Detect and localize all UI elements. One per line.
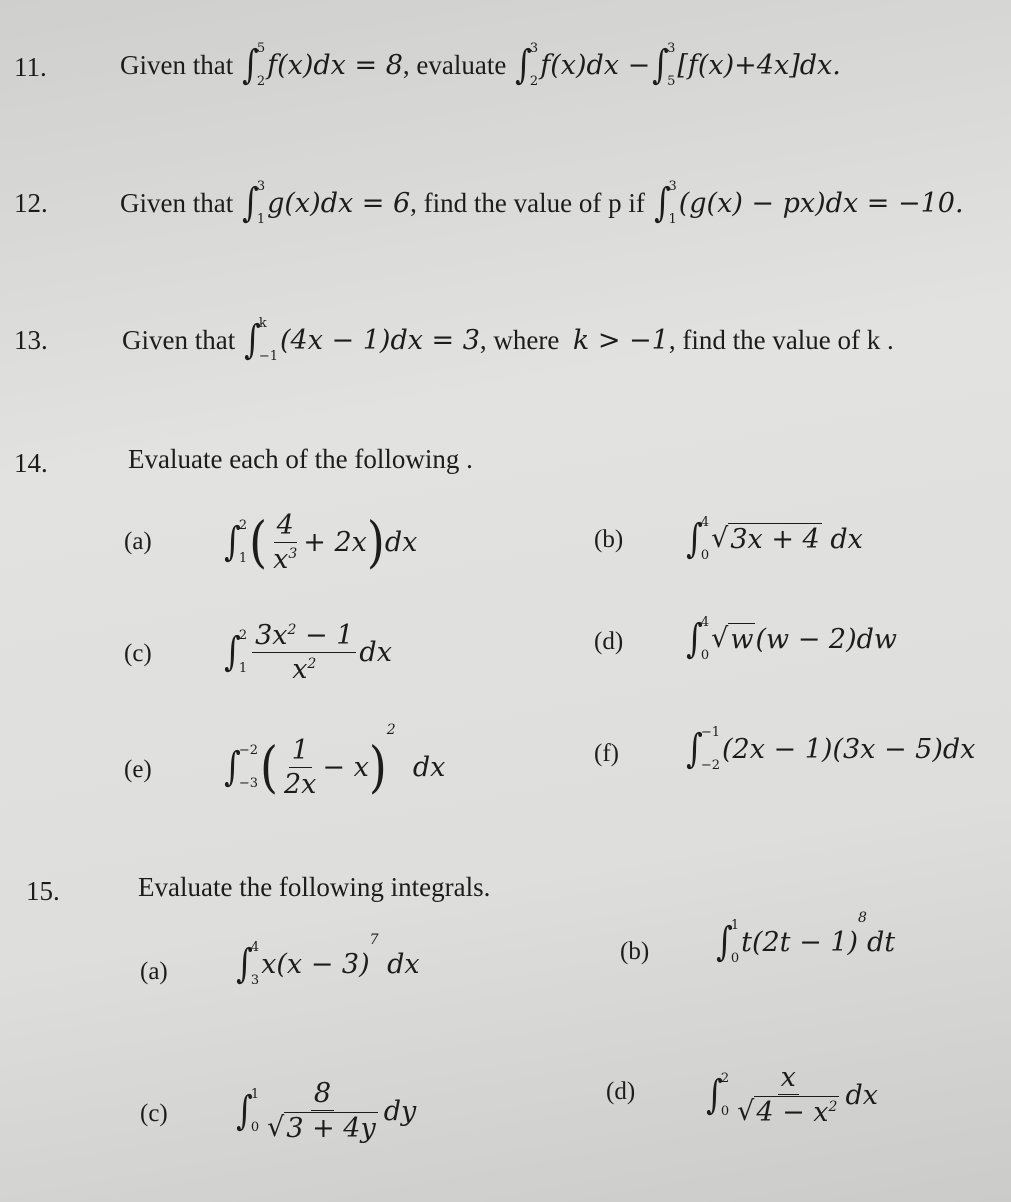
q12-int2-body: (g(x) − px)dx = −10. [678, 187, 964, 219]
q14e-numerator: 1 [289, 735, 312, 768]
q14c-lower: 1 [238, 661, 248, 676]
q14c-expression: ∫ 2 1 $\frac{3x^2 - 1}{x^2}$ dx [224, 619, 392, 685]
q11-int2-lower: 2 [529, 74, 539, 89]
q15-title: Evaluate the following integrals. [138, 872, 491, 902]
q15c-upper: 1 [250, 1087, 260, 1102]
q15d-numerator: x [778, 1062, 799, 1095]
q15b-exponent: 8 [858, 910, 867, 926]
q14a-upper: 2 [238, 518, 248, 533]
q14a-rest: + 2x [303, 526, 367, 558]
q14c-label: (c) [124, 640, 152, 667]
q14e-denominator: 2x [283, 768, 317, 800]
q14e-rest: − x [322, 751, 369, 783]
q14d-radicand: w [730, 624, 754, 655]
q11-int1-lower: 2 [256, 74, 266, 89]
q11-int2-upper: 3 [529, 41, 539, 56]
q11-int3-lower: 5 [667, 74, 676, 89]
q14e-exponent: 2 [386, 722, 396, 738]
q12-text-a: Given that [120, 187, 234, 218]
q14b-label: (b) [594, 526, 624, 553]
q14b-expression: ∫ 4 0 √ 3x + 4 dx [686, 515, 863, 563]
q12-int2-lower: 1 [668, 212, 677, 227]
q14a-lower: 1 [238, 551, 248, 566]
q12-text-b: , find the value of p if [410, 187, 645, 218]
q15c-expression: ∫ 1 0 8 √ 3 + 4y dy [236, 1078, 417, 1144]
q15d-expression: ∫ 2 0 x √ $4 - x^2$ dx [706, 1062, 878, 1128]
q14f-expression: ∫ −1 −2 (2x − 1)(3x − 5)dx [686, 725, 976, 773]
q12-integral-1: ∫ 3 1 g(x)dx = 6 [242, 179, 411, 227]
q11-text-b: , evaluate [402, 49, 507, 80]
q14c-num-exponent: 2 [287, 621, 297, 638]
q15d-upper: 2 [720, 1071, 730, 1086]
q11-int2-body: f(x)dx − [540, 49, 651, 81]
q14b-upper: 4 [700, 515, 710, 530]
q14c-den-exponent: 2 [307, 655, 317, 672]
q12-line [120, 168, 964, 238]
q14d-lower: 0 [700, 648, 710, 663]
q15-number: 15. [26, 876, 60, 906]
q15a-body: x(x − 3) [261, 948, 370, 980]
q15a-label: (a) [140, 958, 168, 985]
q15b-expression: ∫ 1 0 t(2t − 1) 8 dt [716, 910, 896, 966]
q15c-lower: 0 [250, 1120, 260, 1135]
q14b-differential: dx [830, 523, 863, 555]
q15d-lower: 0 [720, 1104, 730, 1119]
q14c-denominator: x [292, 653, 308, 685]
q13-text-c: , find the value of k . [668, 324, 894, 355]
q14e-upper: −2 [238, 743, 259, 758]
q15a-lower: 3 [250, 973, 260, 988]
q11-number: 11. [14, 52, 47, 82]
q11-int1-upper: 5 [256, 41, 266, 56]
q12-int1-lower: 1 [256, 212, 266, 227]
q14f-lower: −2 [700, 758, 721, 773]
q14b-radicand: 3x + 4 [730, 524, 820, 555]
q14e-lower: −3 [238, 776, 259, 791]
q15b-lower: 0 [730, 951, 740, 966]
q13-line [122, 305, 894, 375]
q14a-differential: dx [384, 526, 418, 558]
q12-int1-body: g(x)dx = 6 [267, 187, 411, 219]
q12-integral-2: ∫ 3 1 (g(x) − px)dx = −10. [653, 179, 964, 227]
q14f-upper: −1 [700, 725, 721, 740]
q15d-label: (d) [606, 1078, 636, 1105]
q12-number: 12. [14, 188, 48, 218]
q15c-radicand: 3 + 4y [286, 1113, 376, 1144]
q15d-radicand: 4 − x [756, 1097, 829, 1128]
q14e-expression: ∫ −2 −3 ( $\frac{1}{2x}$ − x ) 2 dx [224, 722, 446, 800]
q15c-numerator: 8 [311, 1078, 334, 1111]
q14d-rest: (w − 2)dw [755, 623, 898, 655]
q12-int2-upper: 3 [668, 179, 677, 194]
q13-condition: k > −1 [572, 324, 669, 356]
q15b-body: t(2t − 1) [741, 926, 859, 958]
q13-integral-1: ∫ k −1 (4x − 1)dx = 3 [244, 316, 480, 364]
q14-number: 14. [14, 448, 48, 478]
q14a-denominator: x [273, 543, 289, 575]
q11-int3-body: [f(x)+4x]dx. [677, 49, 841, 81]
q13-number: 13. [14, 325, 48, 355]
q15d-differential: dx [845, 1079, 878, 1111]
q12-int1-upper: 3 [256, 179, 266, 194]
q14d-label: (d) [594, 628, 624, 655]
q15b-differential: dt [866, 926, 896, 958]
q13-int1-upper: k [258, 316, 267, 331]
q14-title: Evaluate each of the following . [128, 444, 473, 474]
q13-int1-lower: −1 [258, 349, 278, 364]
q14c-num-rest: − 1 [296, 619, 354, 651]
q14f-body: (2x − 1)(3x − 5)dx [722, 733, 976, 765]
q14c-differential: dx [359, 636, 392, 668]
q14e-differential: dx [412, 751, 446, 783]
q11-text-a: Given that [120, 49, 234, 80]
q11-integral-2: ∫ 3 2 f(x)dx − [515, 41, 651, 89]
q11-integral-3: ∫ 3 5 [f(x)+4x]dx. [652, 41, 841, 89]
q14a-label: (a) [124, 528, 152, 555]
q15a-exponent: 7 [369, 932, 379, 948]
q15c-differential: dy [383, 1095, 417, 1127]
q14a-numerator: 4 [274, 510, 297, 543]
q14d-expression: ∫ 4 0 √ w (w − 2)dw [686, 615, 898, 663]
q11-int1-body: f(x)dx = 8 [267, 49, 403, 81]
q11-integral-1: ∫ 5 2 f(x)dx = 8 [242, 41, 403, 89]
q15a-upper: 4 [250, 940, 260, 955]
q15a-expression: ∫ 4 3 x(x − 3) 7 dx [236, 932, 420, 988]
q15b-label: (b) [620, 938, 650, 965]
q15a-differential: dx [387, 948, 420, 980]
q14a-den-exponent: 3 [288, 545, 298, 562]
q14a-expression: ∫ 2 1 ( $\frac{4}{x^3}$ + 2x ) dx [224, 509, 418, 575]
q13-int1-body: (4x − 1)dx = 3 [280, 324, 480, 356]
q13-text-b: , where [479, 324, 560, 355]
q14b-lower: 0 [700, 548, 710, 563]
q14c-numerator: 3x [255, 619, 288, 651]
q11-line [120, 30, 841, 100]
q14c-upper: 2 [238, 628, 248, 643]
q14f-label: (f) [594, 740, 619, 767]
q15b-upper: 1 [730, 918, 740, 933]
q11-int3-upper: 3 [667, 41, 676, 56]
q15c-label: (c) [140, 1100, 168, 1127]
q15d-radicand-exponent: 2 [828, 1099, 838, 1115]
q14d-upper: 4 [700, 615, 710, 630]
q14e-label: (e) [124, 756, 152, 783]
q13-text-a: Given that [122, 324, 236, 355]
